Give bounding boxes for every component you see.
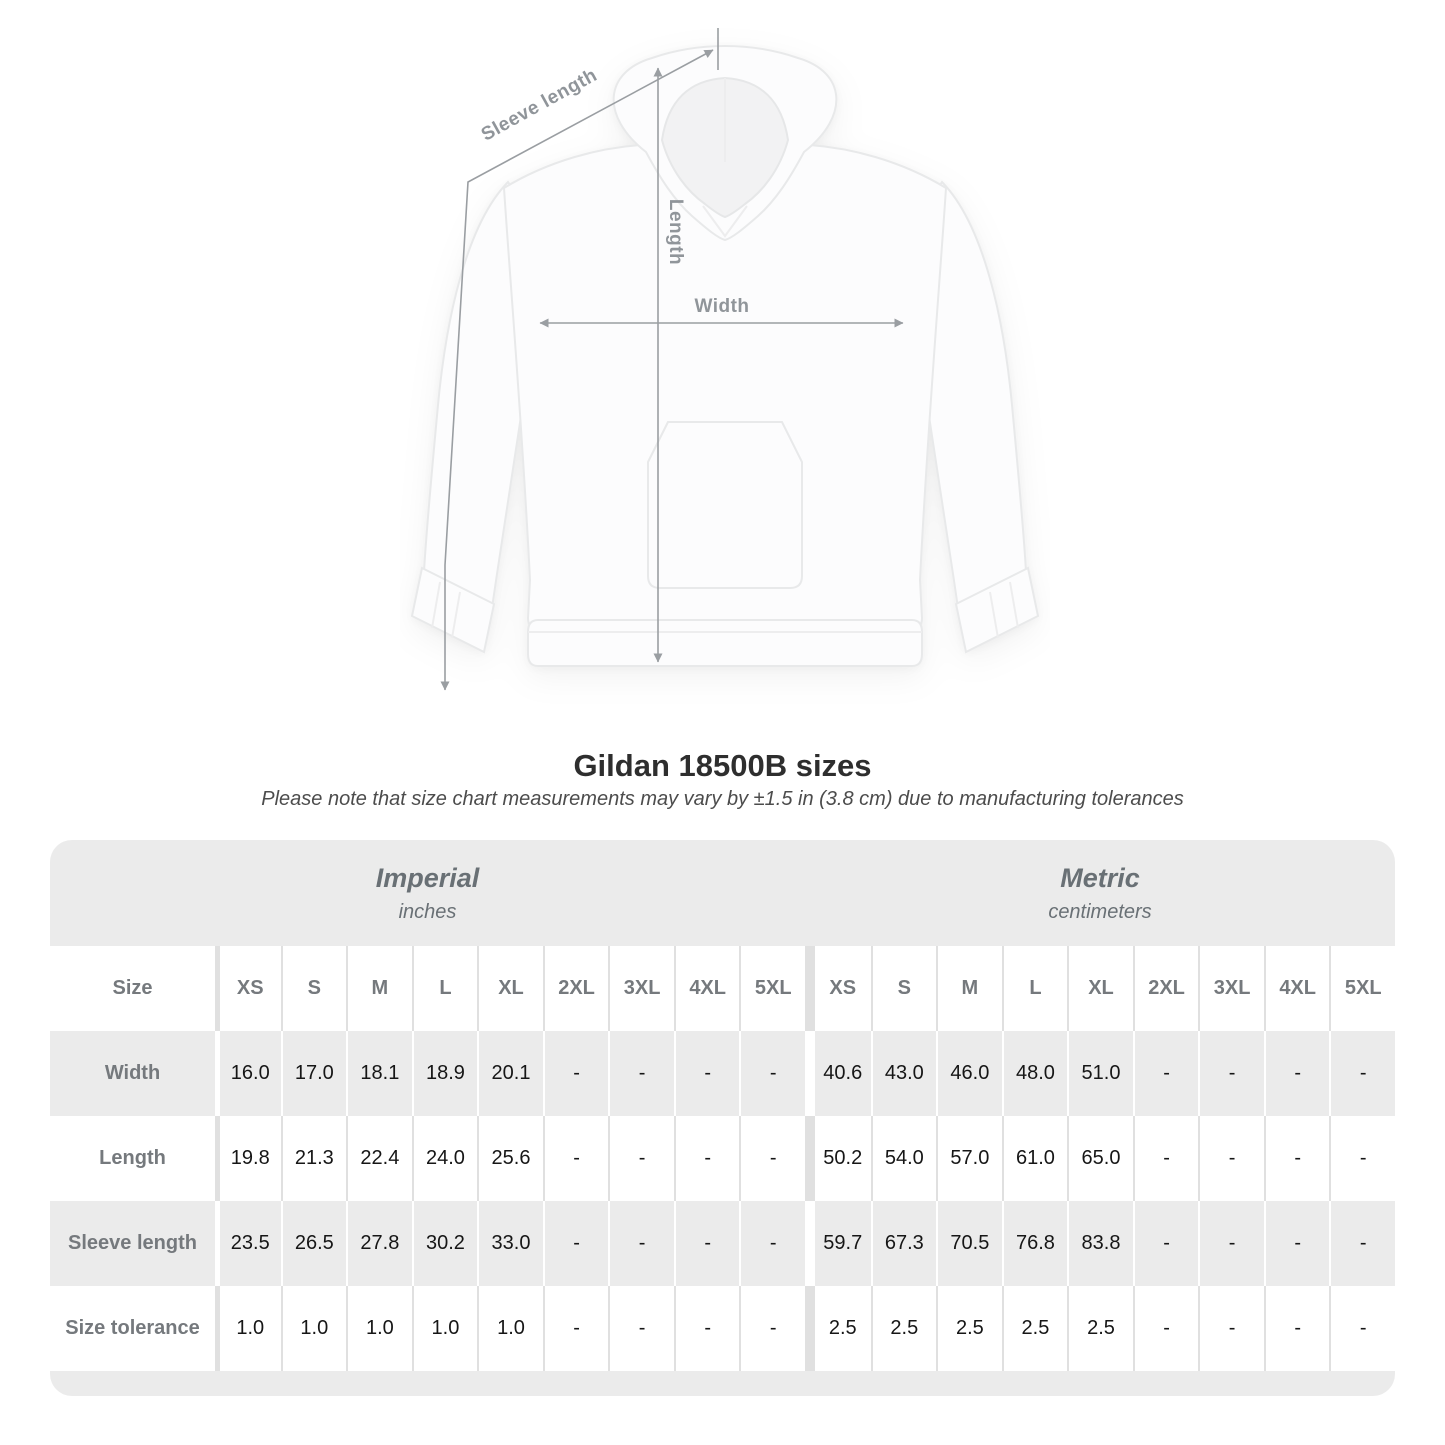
imperial-value: 20.1 [477,1031,543,1116]
size-header-row [50,946,1395,1031]
imperial-size-header-5xl: 5XL [739,946,805,1031]
metric-value: - [1133,1201,1199,1286]
metric-value: - [1198,1201,1264,1286]
imperial-value: 33.0 [477,1201,543,1286]
metric-value: 40.6 [805,1031,871,1116]
imperial-unit-header [50,840,805,946]
row-label-sleeve-length: Sleeve length [68,1232,197,1254]
tolerance-note: Please note that size chart measurements may vary by ±1.5 in (3.8 cm) due to manufacturing tolerances [261,788,1184,810]
size-chart-table [50,840,1395,1396]
metric-value: - [1198,1116,1264,1201]
metric-value: 2.5 [1002,1286,1068,1371]
metric-value: 61.0 [1002,1116,1068,1201]
metric-value: - [1329,1031,1395,1116]
imperial-value: 18.1 [346,1031,412,1116]
imperial-value: 26.5 [281,1201,347,1286]
metric-value: 65.0 [1067,1116,1133,1201]
size-column-header: Size [112,977,153,999]
imperial-size-header-xl: XL [477,946,543,1031]
metric-size-header-5xl: 5XL [1329,946,1395,1031]
imperial-value: - [739,1116,805,1201]
imperial-size-header-l: L [412,946,478,1031]
metric-value: 83.8 [1067,1201,1133,1286]
imperial-value: 1.0 [215,1286,281,1371]
metric-unit-header [805,840,1395,946]
metric-value: - [1264,1201,1330,1286]
metric-size-header-xs: XS [805,946,871,1031]
metric-value: 70.5 [936,1201,1002,1286]
metric-sublabel: centimeters [1048,900,1152,923]
imperial-value: - [739,1201,805,1286]
imperial-value: - [608,1201,674,1286]
row-width [50,1031,1395,1116]
kangaroo-pocket [648,422,802,588]
metric-size-header-4xl: 4XL [1264,946,1330,1031]
metric-size-header-3xl: 3XL [1198,946,1264,1031]
row-length [50,1116,1395,1201]
metric-value: 51.0 [1067,1031,1133,1116]
row-label-length: Length [99,1147,166,1169]
metric-value: - [1264,1031,1330,1116]
imperial-value: - [543,1116,609,1201]
imperial-value: 1.0 [477,1286,543,1371]
metric-value: 67.3 [871,1201,937,1286]
metric-value: - [1133,1031,1199,1116]
imperial-value: - [674,1031,740,1116]
row-size-tolerance [50,1286,1395,1371]
metric-value: 59.7 [805,1201,871,1286]
imperial-value: 27.8 [346,1201,412,1286]
metric-value: - [1133,1286,1199,1371]
imperial-sublabel: inches [398,900,457,923]
row-label-width: Width [104,1062,161,1084]
imperial-value: 30.2 [412,1201,478,1286]
metric-value: - [1264,1116,1330,1201]
imperial-value: 1.0 [281,1286,347,1371]
metric-value: - [1198,1286,1264,1371]
imperial-value: 16.0 [215,1031,281,1116]
hoodie-illustration [412,46,1038,666]
imperial-label: Imperial [375,862,480,893]
imperial-value: 25.6 [477,1116,543,1201]
hoodie-hem [528,620,922,666]
metric-value: 2.5 [936,1286,1002,1371]
metric-value: - [1329,1201,1395,1286]
imperial-value: - [739,1286,805,1371]
metric-value: 2.5 [871,1286,937,1371]
metric-value: 54.0 [871,1116,937,1201]
metric-size-header-s: S [871,946,937,1031]
metric-value: - [1329,1116,1395,1201]
imperial-value: - [608,1116,674,1201]
imperial-value: - [543,1286,609,1371]
row-sleeve-length [50,1201,1395,1286]
hoodie-diagram [400,20,1050,720]
metric-size-header-2xl: 2XL [1133,946,1199,1031]
hoodie-figure [400,20,1050,720]
metric-value: 43.0 [871,1031,937,1116]
length-label: Length [665,198,686,266]
metric-size-header-m: M [936,946,1002,1031]
imperial-value: - [608,1286,674,1371]
table-footer-band [50,1371,1395,1396]
metric-value: 48.0 [1002,1031,1068,1116]
imperial-value: 19.8 [215,1116,281,1201]
metric-value: 76.8 [1002,1201,1068,1286]
imperial-value: 24.0 [412,1116,478,1201]
imperial-value: 21.3 [281,1116,347,1201]
imperial-value: - [608,1031,674,1116]
row-label-size-tolerance: Size tolerance [65,1317,200,1339]
imperial-value: 1.0 [346,1286,412,1371]
imperial-value: - [674,1116,740,1201]
imperial-value: - [543,1201,609,1286]
metric-value: 50.2 [805,1116,871,1201]
table-body [50,946,1395,1371]
page-title: Gildan 18500B sizes [573,748,872,783]
metric-size-header-xl: XL [1067,946,1133,1031]
metric-label: Metric [1060,862,1140,893]
metric-value: 2.5 [1067,1286,1133,1371]
imperial-size-header-4xl: 4XL [674,946,740,1031]
metric-value: - [1329,1286,1395,1371]
metric-size-header-l: L [1002,946,1068,1031]
imperial-value: - [674,1286,740,1371]
unit-header-band [50,840,1395,946]
width-label: Width [694,296,750,317]
metric-value: 46.0 [936,1031,1002,1116]
imperial-size-header-m: M [346,946,412,1031]
metric-value: - [1198,1031,1264,1116]
imperial-size-header-2xl: 2XL [543,946,609,1031]
metric-value: - [1133,1116,1199,1201]
imperial-value: 17.0 [281,1031,347,1116]
imperial-value: 23.5 [215,1201,281,1286]
metric-value: 57.0 [936,1116,1002,1201]
imperial-value: 22.4 [346,1116,412,1201]
imperial-value: - [543,1031,609,1116]
imperial-size-header-xs: XS [215,946,281,1031]
imperial-size-header-s: S [281,946,347,1031]
imperial-value: - [739,1031,805,1116]
metric-value: - [1264,1286,1330,1371]
imperial-size-header-3xl: 3XL [608,946,674,1031]
imperial-value: 1.0 [412,1286,478,1371]
imperial-value: - [674,1201,740,1286]
metric-value: 2.5 [805,1286,871,1371]
imperial-value: 18.9 [412,1031,478,1116]
sleeve-length-label: Sleeve length [477,64,601,146]
